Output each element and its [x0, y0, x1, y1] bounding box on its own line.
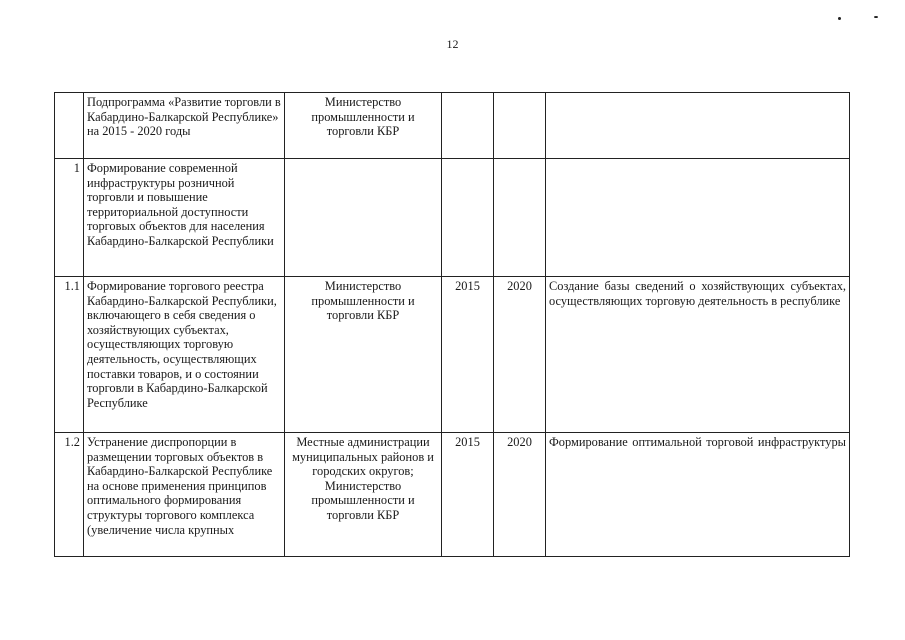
expected-result	[546, 93, 850, 159]
measure-name: Формирование торгового реестра Кабардино-Балкарской Республики, включающего в себя сведения о хозяйствующих субъектах, осуществляющих торговую деятельность, осуществляющих поставки товаров, и о состоянии торговли в Кабардино-Балкарской Республике	[84, 277, 285, 433]
row-number: 1	[55, 159, 84, 277]
expected-result: Создание базы сведений о хозяйствующих субъектах, осуществляющих торговую деятельность в республике	[546, 277, 850, 433]
end-year: 2020	[494, 277, 546, 433]
end-year	[494, 93, 546, 159]
scan-speck	[874, 16, 878, 18]
executor: Местные администрации муниципальных районов и городских округов; Министерство промышленности и торговли КБР	[285, 433, 442, 557]
table-row	[55, 433, 850, 557]
start-year	[442, 93, 494, 159]
start-year	[442, 159, 494, 277]
executor	[285, 159, 442, 277]
start-year: 2015	[442, 433, 494, 557]
end-year	[494, 159, 546, 277]
page-number: 12	[446, 37, 459, 51]
scan-speck	[838, 17, 841, 20]
measure-name: Формирование современной инфраструктуры розничной торговли и повышение территориальной доступности торговых объектов для населения Кабардино-Балкарской Республики	[84, 159, 285, 277]
row-number	[55, 93, 84, 159]
measure-name: Подпрограмма «Развитие торговли в Кабардино-Балкарской Республике» на 2015 - 2020 годы	[84, 93, 285, 159]
row-number: 1.1	[55, 277, 84, 433]
table-row	[55, 277, 850, 433]
start-year: 2015	[442, 277, 494, 433]
table-row	[55, 93, 850, 159]
end-year: 2020	[494, 433, 546, 557]
table-row	[55, 159, 850, 277]
expected-result: Формирование оптимальной торговой инфраструктуры	[546, 433, 850, 557]
program-table	[54, 92, 850, 557]
executor: Министерство промышленности и торговли КБР	[285, 93, 442, 159]
expected-result	[546, 159, 850, 277]
row-number: 1.2	[55, 433, 84, 557]
executor: Министерство промышленности и торговли КБР	[285, 277, 442, 433]
measure-name: Устранение диспропорции в размещении торговых объектов в Кабардино-Балкарской Республике на основе применения принципов оптимального формирования структуры торгового комплекса (увеличение числа крупных	[84, 433, 285, 557]
